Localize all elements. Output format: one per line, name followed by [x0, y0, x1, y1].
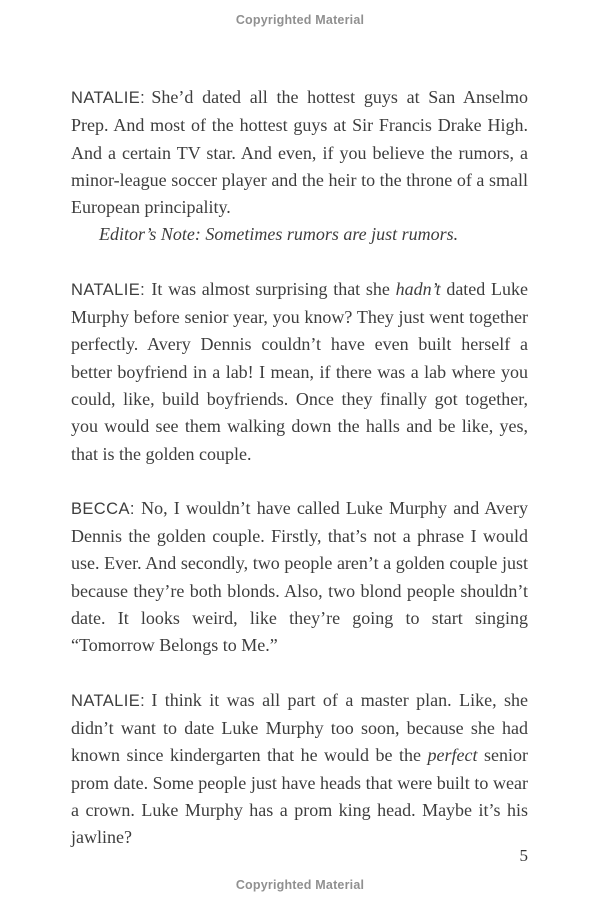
dialogue-text: She’d dated all the hottest guys at San Anselmo Prep. And most of the hottest guys at Sir Francis Drake High. And a certain TV star. And even, if you believe the rumors, a minor-league soccer player and the heir to the throne of a small European principality. [71, 87, 528, 218]
dialogue-text-italic: perfect [427, 745, 478, 766]
dialogue-text: No, I wouldn’t have called Luke Murphy and Avery Dennis the golden couple. Firstly, that’s not a phrase I would use. Ever. And secondly, two people aren’t a golden couple just because they’re both blonds. Also, two blond people shouldn’t date. It looks weird, like they’re going to start singing “Tomorrow Belongs to Me.” [71, 497, 528, 656]
speaker-name: NATALIE: [71, 89, 146, 107]
dialogue-paragraph-natalie-3 [71, 687, 528, 852]
copyright-notice-bottom: Copyrighted Material [235, 878, 365, 892]
editors-note: Editor’s Note: Sometimes rumors are just rumors. [99, 224, 459, 245]
dialogue-text: senior prom date. Some people just have heads that were built to wear a crown. Luke Murphy has a prom king head. Maybe it’s his jawline? [71, 745, 528, 848]
copyright-notice-top: Copyrighted Material [235, 13, 365, 27]
dialogue-text: I think it was all part of a master plan. Like, she didn’t want to date Luke Murphy too soon, because she had known since kindergarten that he would be the [71, 689, 528, 766]
dialogue-paragraph-becca [71, 495, 528, 660]
speaker-name: BECCA: [71, 499, 135, 518]
page-text-block [71, 84, 528, 851]
dialogue-paragraph-natalie-1 [71, 84, 528, 221]
dialogue-text-italic: hadn’t [395, 278, 441, 299]
speaker-name: NATALIE: [71, 280, 146, 299]
dialogue-paragraph-natalie-2 [71, 276, 528, 468]
page-number: 5 [519, 846, 528, 865]
dialogue-text: dated Luke Murphy before senior year, you know? They just went together perfectly. Avery Dennis couldn’t have even built herself a better boyfriend in a lab! I mean, if there was a lab where you could, like, build boyfriends. Once they finally got together, you would see them walking down the halls and be like, yes, that is the golden couple. [71, 278, 528, 464]
dialogue-text: It was almost surprising that she [151, 278, 396, 299]
speaker-name: NATALIE: [71, 691, 146, 710]
